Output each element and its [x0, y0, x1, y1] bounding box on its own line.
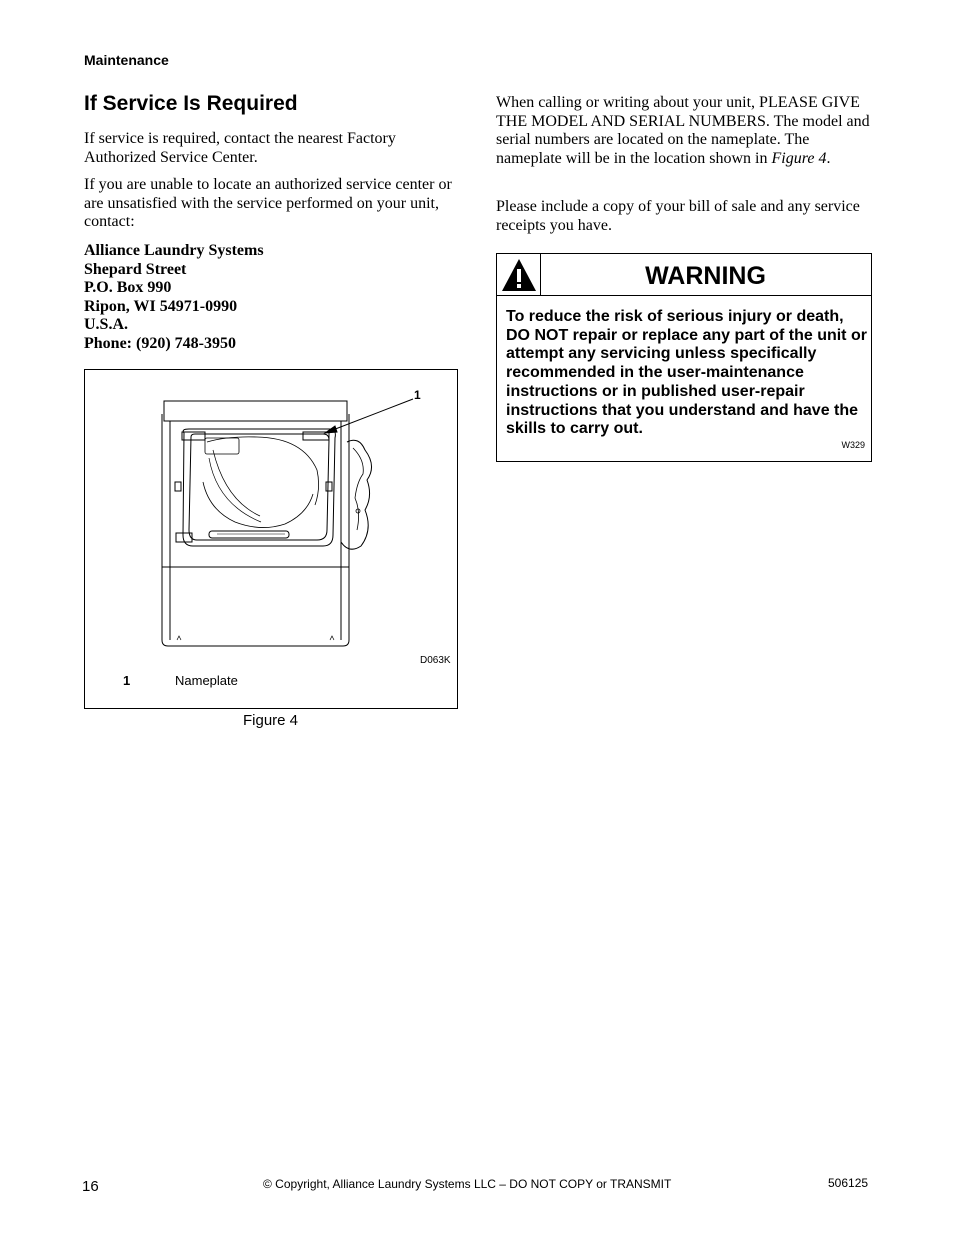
intro-paragraph: If service is required, contact the nearest Factory Authorized Service Center. [84, 130, 396, 166]
figure-box [84, 369, 458, 709]
document-number: 506125 [828, 1176, 869, 1190]
callout-number: 1 [414, 388, 421, 402]
model-serial-text: When calling or writing about your unit, PLEASE GIVE THE MODEL AND SERIAL NUMBERS. The model and serial numbers are located on the nameplate. The nameplate will be in the location shown in [496, 94, 870, 167]
address-phone: Phone: (920) 748-3950 [84, 334, 236, 352]
address-city: Ripon, WI 54971-0990 [84, 297, 238, 315]
contact-address [84, 242, 459, 353]
legend-number: 1 [123, 673, 131, 688]
warning-box [496, 253, 872, 462]
warning-code: W329 [841, 440, 865, 450]
warning-title: WARNING [645, 262, 766, 290]
warning-triangle-icon [497, 254, 541, 295]
contact-paragraph: If you are unable to locate an authorized service center or are unsatisfied with the service performed on your unit, contact: [84, 176, 452, 230]
figure-reference: Figure 4 [771, 149, 827, 167]
address-company: Alliance Laundry Systems [84, 242, 264, 259]
drawing-code: D063K [420, 655, 451, 666]
page-number: 16 [82, 1178, 99, 1195]
warning-header [497, 254, 871, 296]
warning-text: To reduce the risk of serious injury or death, DO NOT repair or replace any part of the unit or attempt any servicing unless specifically recommended in the user-maintenance instructions or in published user-repair instructions that you understand and have the skills to carry out. [506, 308, 867, 438]
address-po-box: P.O. Box 990 [84, 279, 172, 296]
model-serial-paragraph [496, 94, 871, 168]
receipts-paragraph: Please include a copy of your bill of sale and any service receipts you have. [496, 198, 860, 234]
address-country: U.S.A. [84, 316, 129, 333]
address-street: Shepard Street [84, 260, 187, 278]
legend-label: Nameplate [175, 673, 238, 688]
copyright-notice: © Copyright, Alliance Laundry Systems LLC – DO NOT COPY or TRANSMIT [263, 1177, 672, 1191]
model-serial-text-end: . [826, 149, 831, 167]
dryer-front-illustration [85, 370, 457, 708]
figure-caption: Figure 4 [243, 712, 299, 729]
page-title: If Service Is Required [84, 92, 298, 115]
section-header: Maintenance [84, 52, 169, 68]
